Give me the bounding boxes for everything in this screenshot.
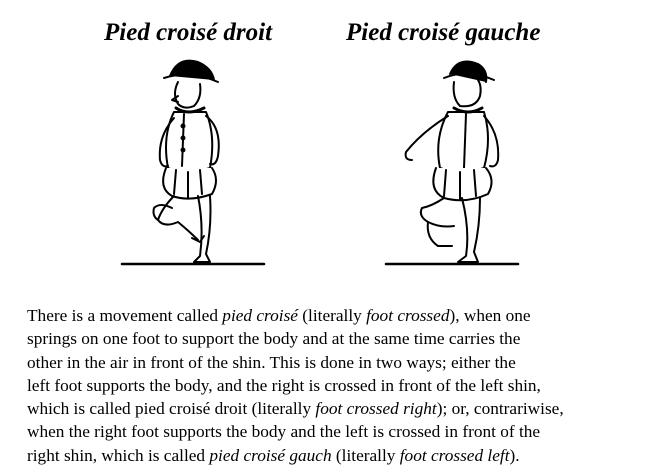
text-line xyxy=(27,444,627,467)
text-run: There is a movement called xyxy=(27,306,223,325)
term-foot-crossed-left: foot crossed left xyxy=(399,445,510,465)
dancer-illustration-left xyxy=(118,56,268,270)
text-line xyxy=(27,397,627,420)
text-line xyxy=(27,304,627,327)
description-paragraph xyxy=(27,304,627,467)
text-line: other in the air in front of the shin. This is done in two ways; either the xyxy=(27,352,516,372)
text-line: springs on one foot to support the body and at the same time carries the xyxy=(27,329,521,349)
caption-pied-croise-droit: Pied croisé droit xyxy=(104,19,273,46)
text-run: ), when one xyxy=(449,306,531,325)
text-line: left foot supports the body, and the right is crossed in front of the left shin, xyxy=(27,375,541,395)
text-run: (literally xyxy=(331,445,400,465)
dancer-illustration-right xyxy=(382,56,522,270)
dancer-figure-left xyxy=(118,56,268,270)
text-line: when the right foot supports the body and the left is crossed in front of the xyxy=(27,422,541,442)
text-run: right shin, which is called xyxy=(27,445,210,465)
text-run: ); or, contrariwise, xyxy=(436,399,564,419)
text-run: which is called pied croisé droit (literally xyxy=(27,399,316,419)
text-run: ). xyxy=(509,445,520,465)
caption-pied-croise-gauche: Pied croisé gauche xyxy=(346,19,541,46)
text-run: (literally xyxy=(297,306,367,325)
term-pied-croise-gauch: pied croisé gauch xyxy=(209,445,332,465)
term-foot-crossed: foot crossed xyxy=(366,306,450,325)
term-pied-croise: pied croisé xyxy=(222,306,298,325)
dancer-figure-right xyxy=(382,56,522,270)
term-foot-crossed-right: foot crossed right xyxy=(315,399,437,419)
